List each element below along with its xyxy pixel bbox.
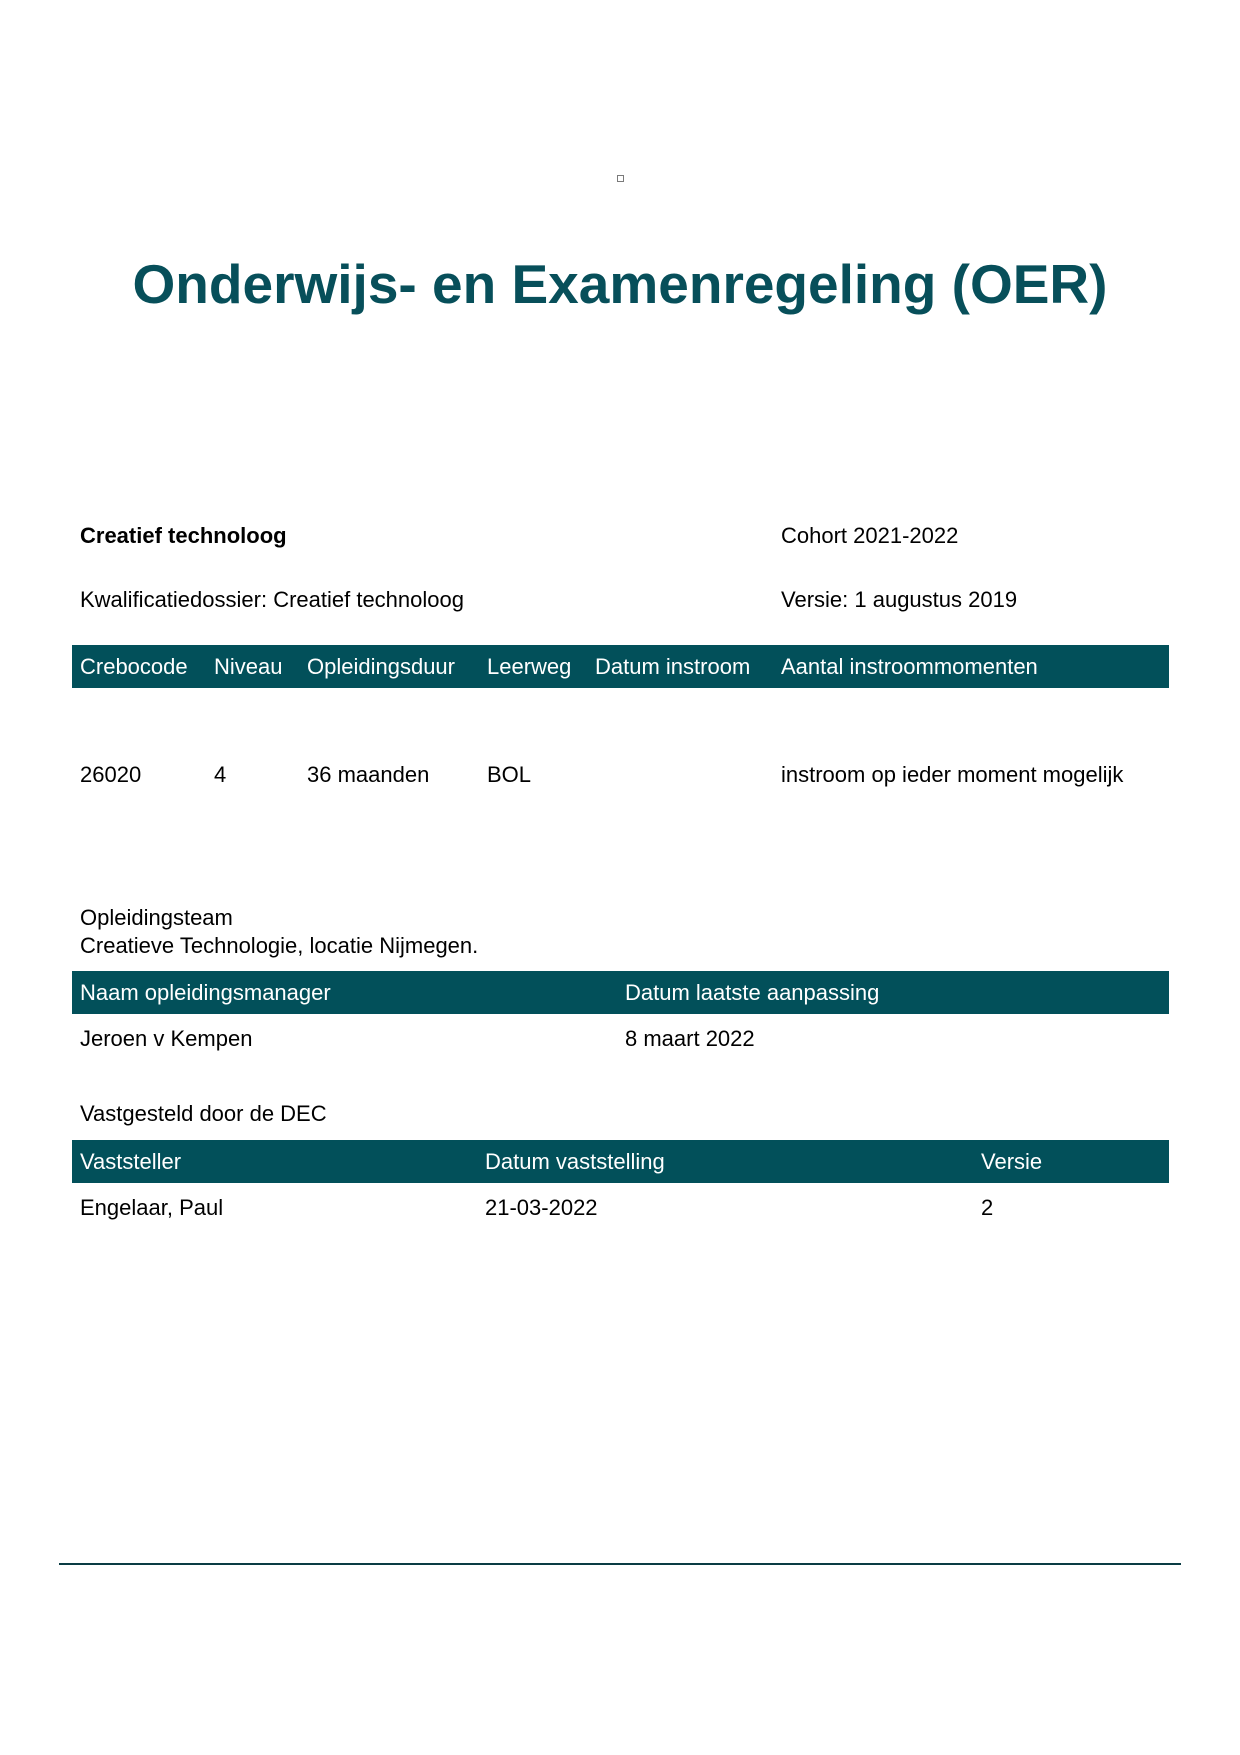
value-opleidingsduur: 36 maanden — [307, 762, 430, 787]
header-datum-vaststelling: Datum vaststelling — [485, 1149, 665, 1174]
team-label: Opleidingsteam — [80, 905, 233, 930]
header-vaststeller: Vaststeller — [80, 1149, 182, 1174]
header-opleidingsduur: Opleidingsduur — [307, 654, 455, 679]
value-aantal-instroommomenten: instroom op ieder moment mogelijk — [781, 762, 1124, 787]
value-laatste-aanpassing: 8 maart 2022 — [625, 1026, 755, 1051]
value-datum-vaststelling: 21-03-2022 — [485, 1195, 598, 1220]
footer-divider — [59, 1563, 1181, 1565]
value-leerweg: BOL — [487, 762, 532, 787]
header-versie: Versie — [981, 1149, 1043, 1174]
manager-table-row — [72, 1026, 1169, 1056]
team-name: Creatieve Technologie, locatie Nijmegen. — [80, 933, 479, 958]
header-niveau: Niveau — [214, 654, 283, 679]
header-crebocode: Crebocode — [80, 654, 188, 679]
dec-table-row — [72, 1195, 1169, 1225]
value-crebocode: 26020 — [80, 762, 142, 787]
value-vaststeller: Engelaar, Paul — [80, 1195, 224, 1220]
header-leerweg: Leerweg — [487, 654, 572, 679]
value-opleidingsmanager: Jeroen v Kempen — [80, 1026, 253, 1051]
program-table-row — [72, 762, 1169, 792]
header-datum-instroom: Datum instroom — [595, 654, 751, 679]
value-niveau: 4 — [214, 762, 227, 787]
header-datum-laatste-aanpassing: Datum laatste aanpassing — [625, 980, 880, 1005]
dec-table-header — [72, 1140, 1169, 1183]
value-versie: 2 — [981, 1195, 994, 1220]
qualification-dossier: Kwalificatiedossier: Creatief technoloog — [80, 587, 464, 612]
version-date: Versie: 1 augustus 2019 — [781, 587, 1018, 612]
placeholder-image-icon — [617, 175, 624, 182]
dec-label: Vastgesteld door de DEC — [80, 1101, 327, 1126]
program-table-header — [72, 645, 1169, 688]
cohort-label: Cohort 2021-2022 — [781, 523, 959, 548]
header-naam-opleidingsmanager: Naam opleidingsmanager — [80, 980, 331, 1005]
document-title: Onderwijs- en Examenregeling (OER) — [132, 253, 1108, 315]
manager-table-header — [72, 971, 1169, 1014]
program-name: Creatief technoloog — [80, 523, 287, 548]
header-aantal-instroommomenten: Aantal instroommomenten — [781, 654, 1038, 679]
